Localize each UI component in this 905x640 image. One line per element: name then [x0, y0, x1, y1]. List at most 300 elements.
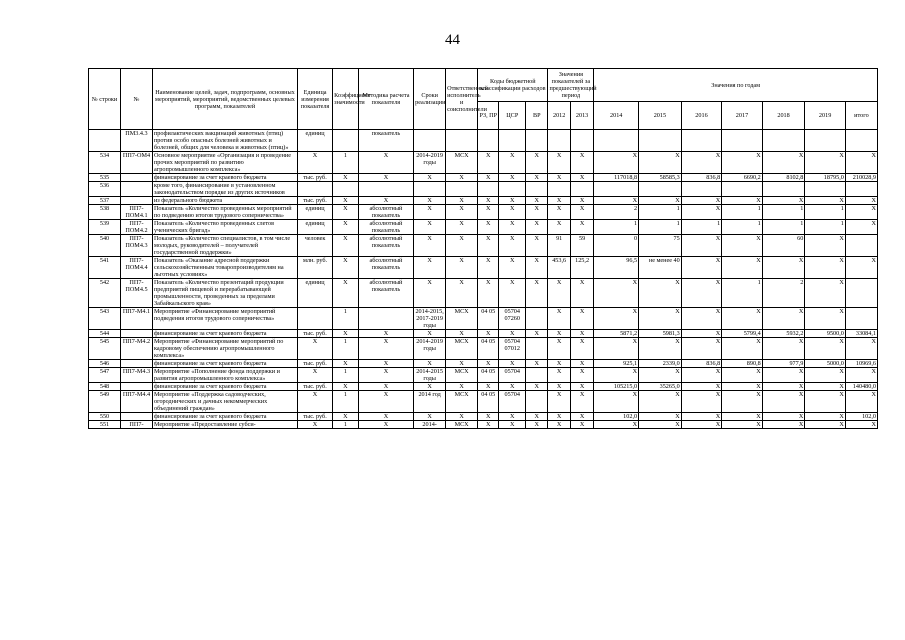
- row-code: ПП7-ПОМ4.1: [120, 205, 152, 220]
- row-unit: X: [297, 421, 332, 429]
- row-total: [845, 235, 877, 257]
- row-term: X: [414, 383, 446, 391]
- row-unit: X: [297, 368, 332, 383]
- header-rz: РЗ, ПР: [478, 102, 499, 130]
- row-code: ПП7-М4.3: [120, 368, 152, 383]
- row-2017: [722, 130, 763, 152]
- header-2016: 2016: [681, 102, 722, 130]
- row-2019: [805, 130, 846, 152]
- row-number: 540: [89, 235, 121, 257]
- row-method: абсолютный показатель: [358, 257, 413, 279]
- row-total: [845, 308, 877, 330]
- row-total: 210028,9: [845, 174, 877, 182]
- row-2017: X: [722, 308, 763, 330]
- row-responsible: МСХ: [446, 391, 478, 413]
- row-2018: 2: [762, 279, 805, 308]
- row-2019: X: [805, 338, 846, 360]
- table-row: [89, 257, 878, 279]
- row-term: X: [414, 257, 446, 279]
- row-2018: 1: [762, 205, 805, 220]
- row-responsible: X: [446, 235, 478, 257]
- row-term: X: [414, 360, 446, 368]
- row-number: [89, 130, 121, 152]
- row-rz: X: [478, 235, 499, 257]
- row-2018: X: [762, 338, 805, 360]
- row-code: [120, 330, 152, 338]
- row-total: 140480,0: [845, 383, 877, 391]
- row-2015: X: [639, 413, 682, 421]
- row-code: ПП7-ПОМ4.5: [120, 279, 152, 308]
- row-total: [845, 182, 877, 197]
- row-vr: X: [526, 197, 548, 205]
- row-unit: [297, 308, 332, 330]
- row-code: [120, 360, 152, 368]
- header-responsible: Ответственный исполнитель и соисполнители: [446, 69, 478, 130]
- row-term: 2014-2019 годы: [414, 338, 446, 360]
- row-2018: [762, 182, 805, 197]
- row-2017: X: [722, 421, 763, 429]
- row-2014: 102,0: [594, 413, 639, 421]
- row-method: [358, 182, 413, 197]
- row-name: Мероприятие «Финансирование мероприятий по кадровому обеспечению агропромышленного комплекса»: [152, 338, 297, 360]
- row-2014: 105215,0: [594, 383, 639, 391]
- row-2017: 1: [722, 205, 763, 220]
- row-coef: 1: [333, 391, 359, 413]
- table-row: [89, 383, 878, 391]
- row-total: 102,0: [845, 413, 877, 421]
- row-total: X: [845, 220, 877, 235]
- row-2015: 75: [639, 235, 682, 257]
- row-method: X: [358, 368, 413, 383]
- header-2019: 2019: [805, 102, 846, 130]
- row-method: абсолютный показатель: [358, 235, 413, 257]
- row-csr: [499, 182, 526, 197]
- row-name: финансирование за счет краевого бюджета: [152, 383, 297, 391]
- table-row: [89, 421, 878, 429]
- row-unit: человек: [297, 235, 332, 257]
- table-row: [89, 308, 878, 330]
- row-unit: млн. руб.: [297, 257, 332, 279]
- row-coef: 1: [333, 368, 359, 383]
- row-2017: X: [722, 413, 763, 421]
- row-coef: 1: [333, 338, 359, 360]
- row-name: кроме того, финансирование в установленном законодательством порядке из других источников: [152, 182, 297, 197]
- row-2015: X: [639, 279, 682, 308]
- row-rz: X: [478, 220, 499, 235]
- row-2012: 91: [548, 235, 570, 257]
- row-responsible: МСХ: [446, 308, 478, 330]
- row-2017: X: [722, 152, 763, 174]
- row-unit: тыс. руб.: [297, 383, 332, 391]
- row-2019: X: [805, 391, 846, 413]
- row-name: Показатель «Оказание адресной поддержки сельскохозяйственным товаропроизводителям на льготных условиях»: [152, 257, 297, 279]
- row-total: X: [845, 421, 877, 429]
- row-2014: X: [594, 368, 639, 383]
- header-2017: 2017: [722, 102, 763, 130]
- row-term: X: [414, 174, 446, 182]
- row-2015: 58585,3: [639, 174, 682, 182]
- row-number: 542: [89, 279, 121, 308]
- row-2018: X: [762, 391, 805, 413]
- header-csr: ЦСР: [499, 102, 526, 130]
- row-csr: X: [499, 174, 526, 182]
- header-vr: ВР: [526, 102, 548, 130]
- row-2019: X: [805, 279, 846, 308]
- row-2013: X: [570, 360, 593, 368]
- row-unit: тыс. руб.: [297, 360, 332, 368]
- row-coef: X: [333, 235, 359, 257]
- row-2017: 1: [722, 279, 763, 308]
- row-unit: единиц: [297, 205, 332, 220]
- row-csr: X: [499, 152, 526, 174]
- row-2013: [570, 130, 593, 152]
- header-year-values: Значения по годам: [594, 69, 878, 102]
- header-2015: 2015: [639, 102, 682, 130]
- row-coef: X: [333, 257, 359, 279]
- row-2016: X: [681, 279, 722, 308]
- row-2018: X: [762, 257, 805, 279]
- row-rz: X: [478, 205, 499, 220]
- row-coef: X: [333, 360, 359, 368]
- row-2013: X: [570, 330, 593, 338]
- header-terms: Сроки реализации: [414, 69, 446, 130]
- row-csr: X: [499, 235, 526, 257]
- header-name: Наименование целей, задач, подпрограмм, основных мероприятий, мероприятий, ведомственных целевых программ, показателей: [152, 69, 297, 130]
- row-unit: [297, 182, 332, 197]
- row-vr: [526, 308, 548, 330]
- row-name: Показатель «Количество презентаций продукции предприятий пищевой и перерабатывающей промышленности, проведенных за пределами Забайкальского края»: [152, 279, 297, 308]
- row-number: 541: [89, 257, 121, 279]
- row-2013: X: [570, 279, 593, 308]
- row-term: X: [414, 235, 446, 257]
- row-code: [120, 197, 152, 205]
- row-number: 536: [89, 182, 121, 197]
- row-2014: X: [594, 338, 639, 360]
- row-2013: X: [570, 338, 593, 360]
- row-coef: X: [333, 413, 359, 421]
- row-rz: [478, 182, 499, 197]
- row-2014: [594, 130, 639, 152]
- row-vr: X: [526, 205, 548, 220]
- row-2016: X: [681, 383, 722, 391]
- row-2015: [639, 130, 682, 152]
- row-csr: 05704: [499, 368, 526, 383]
- row-2016: X: [681, 368, 722, 383]
- row-rz: X: [478, 197, 499, 205]
- row-coef: 1: [333, 152, 359, 174]
- row-name: Показатель «Количество специалистов, в том числе молодых, руководителей – получателей государственной поддержки»: [152, 235, 297, 257]
- row-2016: X: [681, 413, 722, 421]
- row-2018: X: [762, 413, 805, 421]
- row-method: абсолютный показатель: [358, 220, 413, 235]
- row-2019: X: [805, 368, 846, 383]
- row-responsible: X: [446, 383, 478, 391]
- row-2017: 5799,4: [722, 330, 763, 338]
- row-number: 547: [89, 368, 121, 383]
- row-2014: 1: [594, 220, 639, 235]
- row-name: финансирование за счет краевого бюджета: [152, 174, 297, 182]
- table-row: [89, 182, 878, 197]
- row-2014: X: [594, 308, 639, 330]
- row-2012: X: [548, 368, 570, 383]
- row-2019: [805, 182, 846, 197]
- row-2016: X: [681, 421, 722, 429]
- row-2015: 35265,0: [639, 383, 682, 391]
- row-vr: [526, 130, 548, 152]
- row-2012: 453,6: [548, 257, 570, 279]
- row-responsible: X: [446, 197, 478, 205]
- row-unit: единиц: [297, 220, 332, 235]
- row-2013: X: [570, 220, 593, 235]
- row-method: X: [358, 391, 413, 413]
- row-method: [358, 308, 413, 330]
- row-2015: 1: [639, 220, 682, 235]
- table-row: [89, 360, 878, 368]
- row-rz: X: [478, 413, 499, 421]
- row-vr: [526, 368, 548, 383]
- row-2016: [681, 130, 722, 152]
- table-row: [89, 391, 878, 413]
- row-total: X: [845, 368, 877, 383]
- row-number: 546: [89, 360, 121, 368]
- row-method: X: [358, 421, 413, 429]
- row-name: финансирование за счет краевого бюджета: [152, 413, 297, 421]
- row-coef: 1: [333, 308, 359, 330]
- header-budget-codes: Коды бюджетной классификации расходов: [478, 69, 548, 102]
- row-2017: X: [722, 391, 763, 413]
- row-2013: 59: [570, 235, 593, 257]
- header-method: Методика расчета показателя: [358, 69, 413, 130]
- row-2015: X: [639, 197, 682, 205]
- table-row: [89, 152, 878, 174]
- row-2019: 18795,0: [805, 174, 846, 182]
- row-2018: X: [762, 308, 805, 330]
- row-2013: X: [570, 368, 593, 383]
- row-2012: X: [548, 421, 570, 429]
- row-2015: [639, 182, 682, 197]
- row-term: [414, 182, 446, 197]
- row-code: ПП7-М4.1: [120, 308, 152, 330]
- row-2018: 8102,8: [762, 174, 805, 182]
- row-code: ПП7-М4.4: [120, 391, 152, 413]
- row-2016: X: [681, 235, 722, 257]
- row-2018: X: [762, 152, 805, 174]
- row-2016: [681, 182, 722, 197]
- row-2012: X: [548, 338, 570, 360]
- header-total: итого: [845, 102, 877, 130]
- row-method: X: [358, 174, 413, 182]
- row-rz: 04 05: [478, 368, 499, 383]
- row-number: 538: [89, 205, 121, 220]
- row-rz: X: [478, 330, 499, 338]
- row-responsible: МСХ: [446, 152, 478, 174]
- row-name: Показатель «Количество проведенных мероприятий по подведению итогов трудового соперничества»: [152, 205, 297, 220]
- row-total: X: [845, 338, 877, 360]
- row-2015: X: [639, 421, 682, 429]
- row-name: профилактических вакцинаций животных (птиц) против особо опасных болезней животных и болезней, общих для человека и животных (птиц)»: [152, 130, 297, 152]
- row-2014: X: [594, 197, 639, 205]
- row-2015: 1: [639, 205, 682, 220]
- row-method: X: [358, 330, 413, 338]
- row-2013: X: [570, 413, 593, 421]
- row-number: 539: [89, 220, 121, 235]
- row-method: X: [358, 152, 413, 174]
- row-2017: X: [722, 197, 763, 205]
- row-number: 550: [89, 413, 121, 421]
- row-responsible: МСХ: [446, 421, 478, 429]
- row-term: 2014-2015 годы: [414, 368, 446, 383]
- header-2014: 2014: [594, 102, 639, 130]
- row-2014: 2: [594, 205, 639, 220]
- row-2014: [594, 182, 639, 197]
- row-csr: X: [499, 197, 526, 205]
- row-2012: X: [548, 383, 570, 391]
- row-2013: X: [570, 197, 593, 205]
- row-responsible: X: [446, 174, 478, 182]
- row-2016: X: [681, 205, 722, 220]
- row-code: ПП7-: [120, 421, 152, 429]
- row-method: X: [358, 360, 413, 368]
- row-code: [120, 413, 152, 421]
- row-name: Основное мероприятие «Организация и проведение прочих мероприятий по развитию агропромышленного комплекса»: [152, 152, 297, 174]
- row-total: X: [845, 205, 877, 220]
- row-csr: X: [499, 383, 526, 391]
- row-csr: [499, 130, 526, 152]
- header-row-no: № строки: [89, 69, 121, 130]
- row-2019: X: [805, 235, 846, 257]
- row-name: Мероприятие «Поддержка садоводческих, огороднических и дачных некоммерческих объединений граждан»: [152, 391, 297, 413]
- table-row: [89, 130, 878, 152]
- row-unit: единиц: [297, 130, 332, 152]
- row-vr: X: [526, 152, 548, 174]
- row-2012: X: [548, 220, 570, 235]
- row-csr: X: [499, 205, 526, 220]
- row-vr: X: [526, 383, 548, 391]
- row-2012: X: [548, 360, 570, 368]
- row-responsible: [446, 130, 478, 152]
- row-method: абсолютный показатель: [358, 205, 413, 220]
- row-2019: 9500,0: [805, 330, 846, 338]
- row-2016: 1: [681, 220, 722, 235]
- row-coef: X: [333, 205, 359, 220]
- row-term: X: [414, 205, 446, 220]
- row-number: 545: [89, 338, 121, 360]
- row-2016: X: [681, 257, 722, 279]
- row-2018: 1: [762, 220, 805, 235]
- header-2018: 2018: [762, 102, 805, 130]
- row-csr: 05704 07012: [499, 338, 526, 360]
- row-total: [845, 279, 877, 308]
- row-2019: 1: [805, 205, 846, 220]
- row-coef: X: [333, 174, 359, 182]
- row-code: [120, 174, 152, 182]
- row-coef: [333, 130, 359, 152]
- row-vr: [526, 182, 548, 197]
- row-2012: X: [548, 174, 570, 182]
- row-2014: 117018,8: [594, 174, 639, 182]
- row-2016: X: [681, 152, 722, 174]
- row-number: 534: [89, 152, 121, 174]
- row-responsible: X: [446, 205, 478, 220]
- row-2018: 5932,2: [762, 330, 805, 338]
- row-coef: X: [333, 197, 359, 205]
- row-rz: X: [478, 152, 499, 174]
- row-2015: 2339,0: [639, 360, 682, 368]
- row-responsible: X: [446, 279, 478, 308]
- row-2019: 1: [805, 220, 846, 235]
- row-2014: 925,1: [594, 360, 639, 368]
- row-csr: 05704 07260: [499, 308, 526, 330]
- row-term: [414, 130, 446, 152]
- row-responsible: X: [446, 220, 478, 235]
- row-vr: X: [526, 279, 548, 308]
- row-name: финансирование за счет краевого бюджета: [152, 330, 297, 338]
- row-code: ПП7-ПОМ4.2: [120, 220, 152, 235]
- row-term: 2014-: [414, 421, 446, 429]
- row-csr: X: [499, 220, 526, 235]
- row-vr: X: [526, 174, 548, 182]
- row-code: [120, 182, 152, 197]
- row-2019: X: [805, 257, 846, 279]
- row-total: [845, 130, 877, 152]
- row-rz: X: [478, 174, 499, 182]
- row-2018: X: [762, 421, 805, 429]
- row-2012: X: [548, 205, 570, 220]
- row-2016: X: [681, 338, 722, 360]
- row-method: X: [358, 197, 413, 205]
- header-2013: 2013: [570, 102, 593, 130]
- row-code: [120, 383, 152, 391]
- row-term: 2014 год: [414, 391, 446, 413]
- row-number: 548: [89, 383, 121, 391]
- row-2014: 5871,2: [594, 330, 639, 338]
- row-2018: X: [762, 368, 805, 383]
- row-rz: X: [478, 279, 499, 308]
- table-row: [89, 368, 878, 383]
- row-2012: X: [548, 152, 570, 174]
- row-2012: X: [548, 330, 570, 338]
- row-term: X: [414, 220, 446, 235]
- row-coef: X: [333, 279, 359, 308]
- row-rz: 04 05: [478, 308, 499, 330]
- header-coef: Коэффициент значимости: [333, 69, 359, 130]
- row-2019: X: [805, 152, 846, 174]
- row-rz: X: [478, 383, 499, 391]
- header-2012: 2012: [548, 102, 570, 130]
- row-csr: X: [499, 257, 526, 279]
- page-number: 44: [445, 32, 460, 48]
- row-number: 551: [89, 421, 121, 429]
- row-responsible: X: [446, 413, 478, 421]
- row-vr: X: [526, 421, 548, 429]
- row-2013: 125,2: [570, 257, 593, 279]
- row-coef: [333, 182, 359, 197]
- row-term: X: [414, 330, 446, 338]
- row-coef: X: [333, 220, 359, 235]
- row-2016: X: [681, 330, 722, 338]
- row-unit: единиц: [297, 279, 332, 308]
- row-2015: X: [639, 368, 682, 383]
- row-2014: X: [594, 152, 639, 174]
- row-total: X: [845, 197, 877, 205]
- row-2016: 836,8: [681, 174, 722, 182]
- header-unit: Единица измерения показателя: [297, 69, 332, 130]
- row-number: 549: [89, 391, 121, 413]
- row-vr: [526, 338, 548, 360]
- row-2013: X: [570, 308, 593, 330]
- row-2019: X: [805, 383, 846, 391]
- row-2016: X: [681, 197, 722, 205]
